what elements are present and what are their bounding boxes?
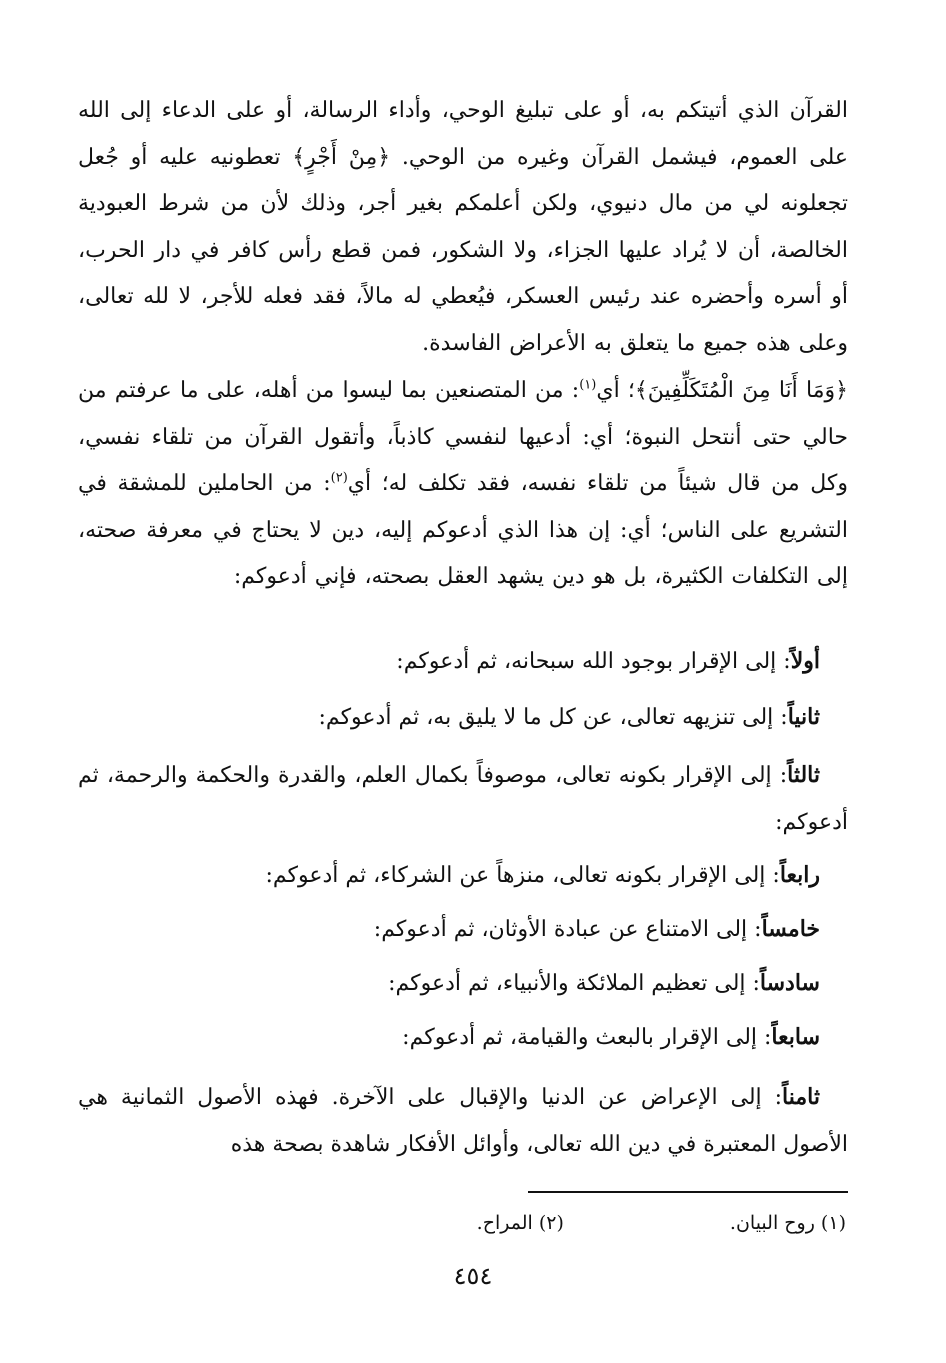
list-item-label: خامساً — [761, 916, 820, 942]
list-item-text: : إلى تنزيهه تعالى، عن كل ما لا يليق به، ثم أدعوكم: — [318, 705, 788, 730]
list-item-label: ثامناً — [782, 1084, 820, 1110]
list-item-label: سابعاً — [771, 1024, 820, 1050]
paragraph-1 — [78, 88, 848, 367]
footnote-ref-2: (٢) — [330, 470, 348, 486]
paragraph-2-part-a: ﴿وَمَا أَنَا مِنَ الْمُتَكَلِّفِينَ﴾؛ أي — [596, 378, 848, 403]
list-item-text: : إلى الإقرار بالبعث والقيامة، ثم أدعوكم: — [402, 1025, 772, 1050]
paragraph-2-part-b: : من المتصنعين بما ليسوا من أهله، على ما عرفتم من حالي حتى أنتحل النبوة؛ أي: أدعيها لنفسي كاذباً، وأتقول القرآن من تلقاء نفسي، وكل من قال شيئاً من تلقاء نفسه، فقد تكلف له؛ أي — [78, 378, 848, 496]
paragraph-2 — [78, 368, 848, 601]
footnotes — [326, 1205, 846, 1241]
list-item — [78, 694, 820, 742]
list-item — [78, 638, 820, 686]
list-item — [78, 752, 848, 846]
page-number: ٤٥٤ — [453, 1262, 493, 1290]
list-item-label: ثالثاً — [787, 762, 820, 788]
footnote-1: (١) روح البيان. — [729, 1212, 846, 1234]
paragraph-2-part-c: : من الحاملين للمشقة في التشريع على الناس؛ أي: إن هذا الذي أدعوكم إليه، دين لا يحتاج في معرفة صحته، إلى التكلفات الكثيرة، بل هو دين يشهد العقل بصحته، فإني أدعوكم: — [78, 471, 848, 589]
paragraph-2-text — [78, 368, 848, 601]
list-item — [78, 906, 820, 954]
list-item-text: : إلى الامتناع عن عبادة الأوثان، ثم أدعوكم: — [373, 917, 762, 942]
list-item — [78, 1014, 820, 1062]
list-item-text: : إلى الإعراض عن الدنيا والإقبال على الآخرة. فهذه الأصول الثمانية هي الأصول المعتبرة في دين الله تعالى، وأوائل الأفكار شاهدة بصحة هذه — [78, 1085, 848, 1157]
paragraph-1-text: القرآن الذي أتيتكم به، أو على تبليغ الوحي، وأداء الرسالة، أو على الدعاء إلى الله على العموم، فيشمل القرآن وغيره من الوحي. ﴿مِنْ أَجْرٍ﴾ تعطونيه عليه أو جُعل تجعلونه لي من مال دنيوي، ولكن أعلمكم بغير أجر، وذلك لأن من شرط العبودية الخالصة، أن لا يُراد عليها الجزاء، ولا الشكور، فمن قطع رأس كافر في دار الحرب، أو أسره وأحضره عند رئيس العسكر، فيُعطي له مالاً، فقد فعله للأجر، لا لله تعالى، وعلى هذه جميع ما يتعلق به الأعراض الفاسدة. — [78, 98, 848, 356]
list-item — [78, 852, 820, 900]
list-item-text: : إلى الإقرار بكونه تعالى، منزهاً عن الشركاء، ثم أدعوكم: — [265, 863, 780, 888]
footnote-divider — [528, 1191, 848, 1193]
list-item-label: ثانياً — [787, 704, 820, 730]
list-item — [78, 1074, 848, 1168]
list-item — [78, 960, 820, 1008]
footnote-ref-1: (١) — [579, 377, 597, 393]
list-item-label: رابعاً — [779, 862, 820, 888]
list-item-text: : إلى تعظيم الملائكة والأنبياء، ثم أدعوكم: — [388, 971, 760, 996]
list-item-label: أولاً — [790, 648, 820, 674]
footnote-2: (٢) المراح. — [476, 1212, 564, 1234]
list-item-label: سادساً — [759, 970, 820, 996]
list-item-text: : إلى الإقرار بكونه تعالى، موصوفاً بكمال العلم، والقدرة والحكمة والرحمة، ثم أدعوكم: — [78, 763, 848, 835]
list-item-text: : إلى الإقرار بوجود الله سبحانه، ثم أدعوكم: — [396, 649, 791, 674]
